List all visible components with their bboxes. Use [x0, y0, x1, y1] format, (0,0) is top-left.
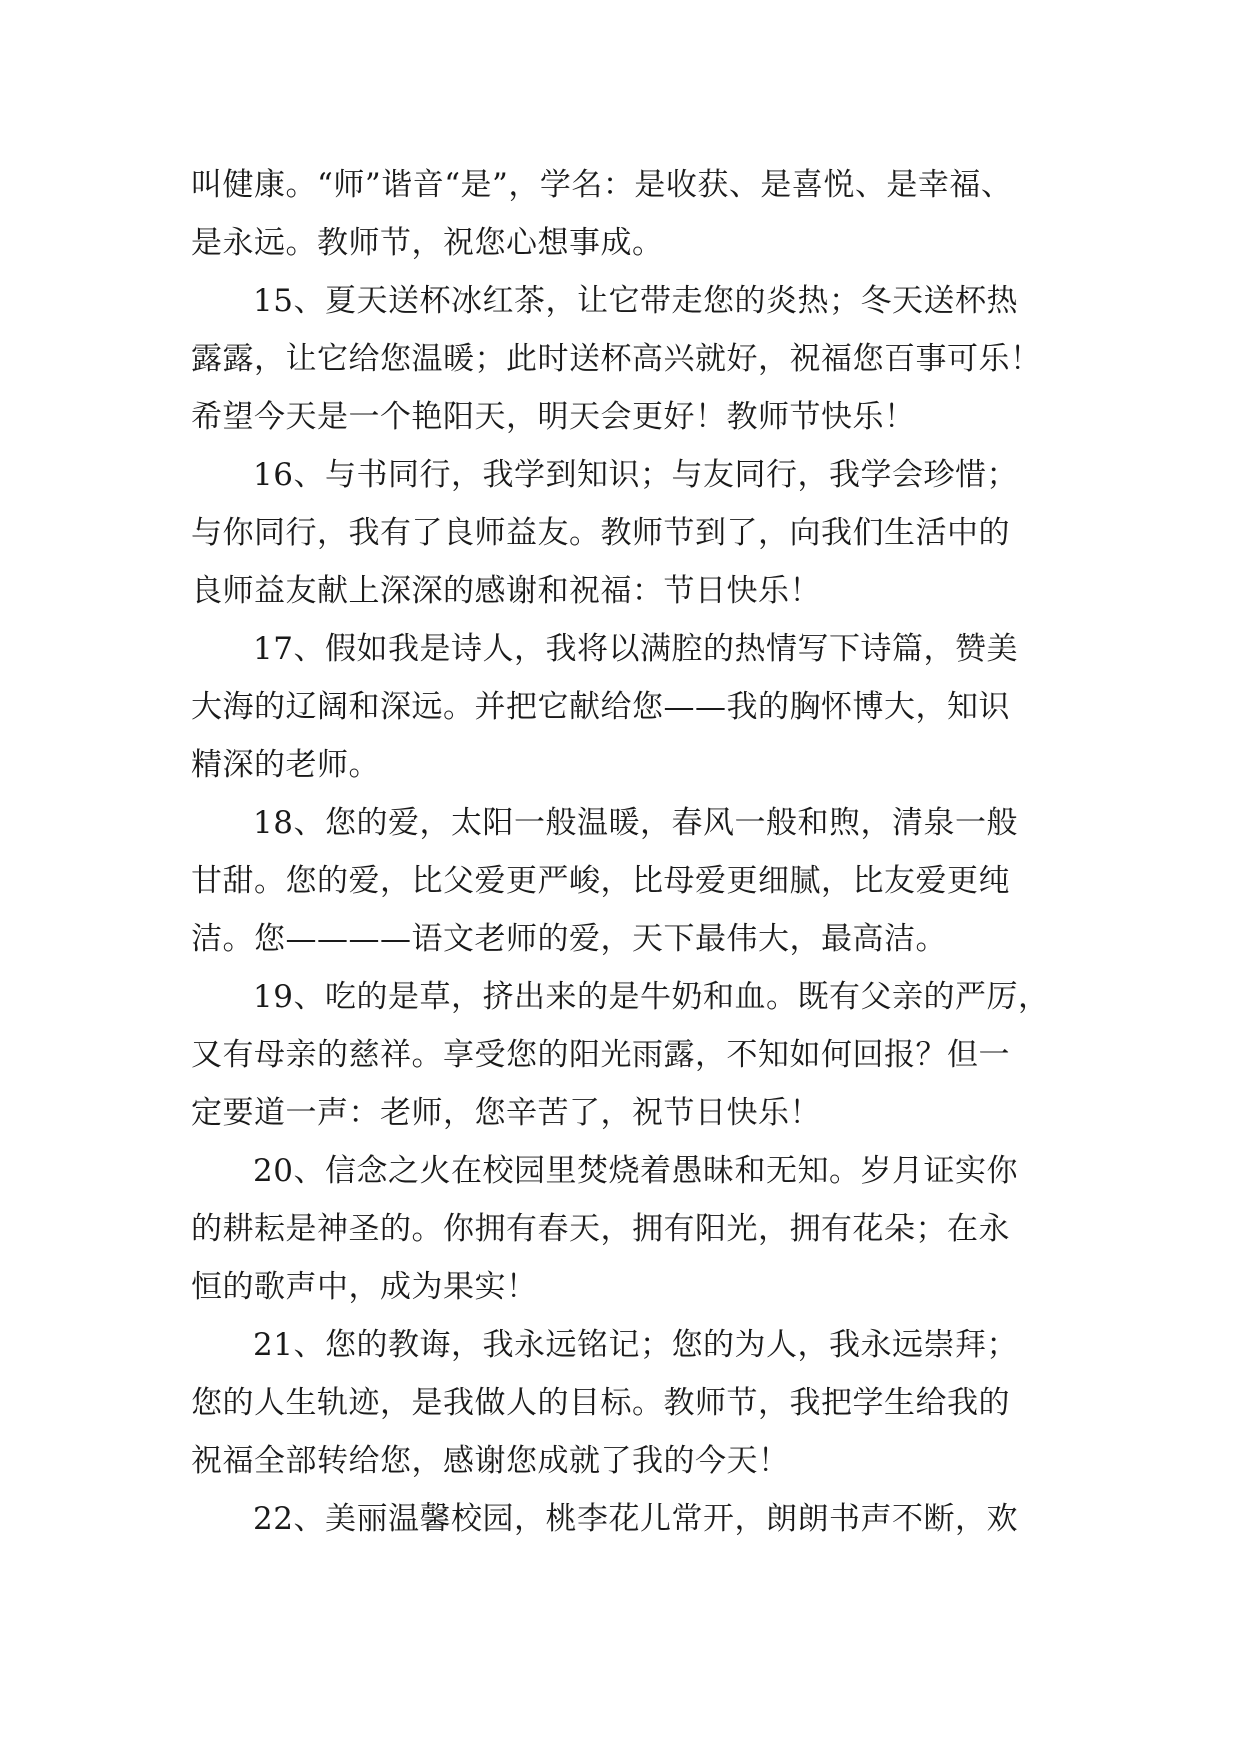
text-line: 精深的老师。 [191, 747, 380, 783]
paragraph-19-start: 19、吃的是草，挤出来的是牛奶和血。既有父亲的严厉， [253, 979, 1050, 1015]
text-line: 良师益友献上深深的感谢和祝福：节日快乐！ [191, 573, 821, 609]
text-line: 是永远。教师节，祝您心想事成。 [191, 225, 664, 261]
document-body [191, 156, 1051, 1548]
text-line: 希望今天是一个艳阳天，明天会更好！教师节快乐！ [191, 399, 916, 435]
text-line: 露露，让它给您温暖；此时送杯高兴就好，祝福您百事可乐！ [191, 341, 1042, 377]
paragraph-20-start: 20、信念之火在校园里焚烧着愚昧和无知。岁月证实你 [253, 1153, 1018, 1189]
text-line: 恒的歌声中，成为果实！ [191, 1269, 538, 1305]
paragraph-15-start: 15、夏天送杯冰红茶，让它带走您的炎热；冬天送杯热 [253, 283, 1018, 319]
text-line: 又有母亲的慈祥。享受您的阳光雨露，不知如何回报？但一 [191, 1037, 1010, 1073]
paragraph-18-start: 18、您的爱，太阳一般温暖，春风一般和煦，清泉一般 [253, 805, 1018, 841]
text-line: 与你同行，我有了良师益友。教师节到了，向我们生活中的 [191, 515, 1010, 551]
text-line: 甘甜。您的爱，比父爱更严峻，比母爱更细腻，比友爱更纯 [191, 863, 1010, 899]
text-line: 祝福全部转给您，感谢您成就了我的今天！ [191, 1443, 790, 1479]
paragraph-17-start: 17、假如我是诗人，我将以满腔的热情写下诗篇，赞美 [253, 631, 1018, 667]
paragraph-22-start: 22、美丽温馨校园，桃李花儿常开，朗朗书声不断，欢 [253, 1501, 1018, 1537]
text-line: 叫健康。“师”谐音“是”，学名：是收获、是喜悦、是幸福、 [191, 167, 1013, 203]
paragraph-16-start: 16、与书同行，我学到知识；与友同行，我学会珍惜； [253, 457, 1018, 493]
text-line: 定要道一声：老师，您辛苦了，祝节日快乐！ [191, 1095, 821, 1131]
paragraph-21-start: 21、您的教诲，我永远铭记；您的为人，我永远崇拜； [253, 1327, 1018, 1363]
text-line: 洁。您————语文老师的爱，天下最伟大，最高洁。 [191, 921, 947, 957]
text-line: 大海的辽阔和深远。并把它献给您——我的胸怀博大，知识 [191, 689, 1010, 725]
text-line: 的耕耘是神圣的。你拥有春天，拥有阳光，拥有花朵；在永 [191, 1211, 1010, 1247]
text-line: 您的人生轨迹，是我做人的目标。教师节，我把学生给我的 [191, 1385, 1010, 1421]
